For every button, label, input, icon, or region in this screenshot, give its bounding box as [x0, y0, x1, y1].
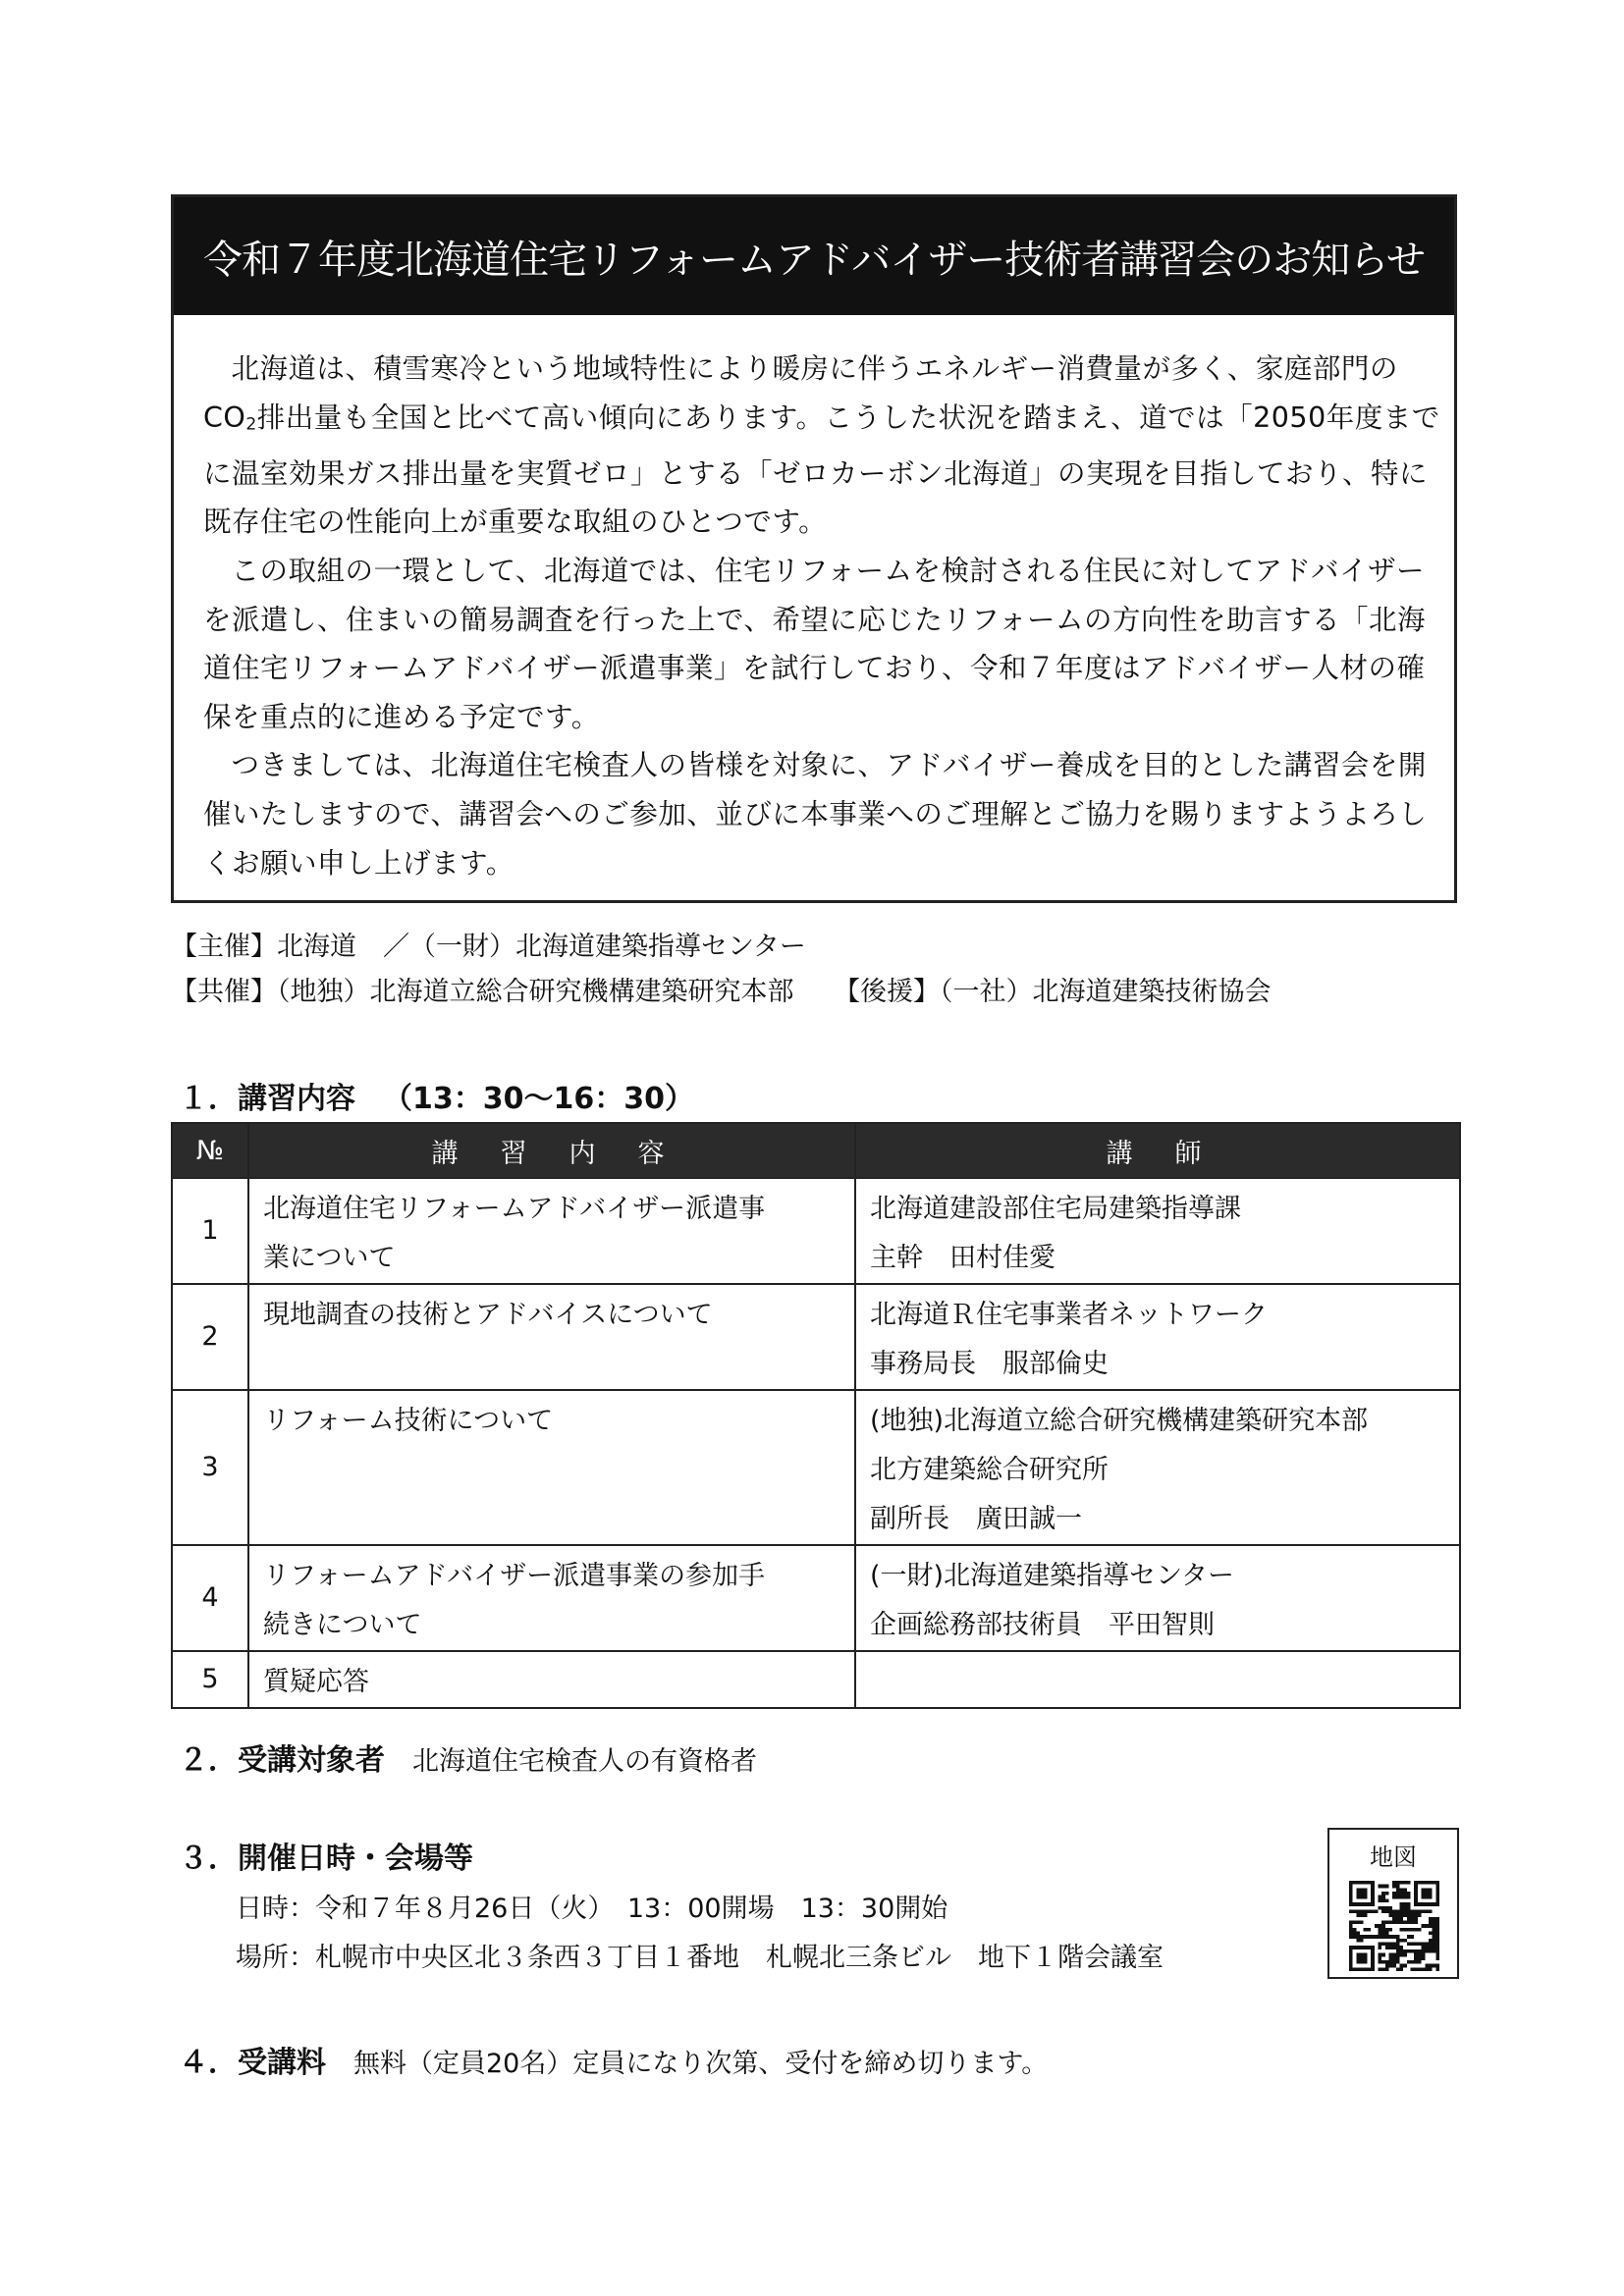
row-content: リフォームアドバイザー派遣事業の参加手 続きについて — [248, 1545, 855, 1651]
row-lecturer: (一財)北海道建築指導センター 企画総務部技術員 平田智則 — [855, 1545, 1460, 1651]
header-no: № — [172, 1123, 248, 1178]
section-2-heading: ２．受講対象者 北海道住宅検査人の有資格者 — [179, 1743, 757, 1778]
course-table — [171, 1122, 1461, 1709]
organizer-host: 【主催】北海道 ／（一財）北海道建築指導センター — [171, 932, 806, 962]
intro-paragraph-3: つきましては、北海道住宅検査人の皆様を対象に、アドバイザー養成を目的とした講習会を開催いたしますので、講習会へのご参加、並びに本事業へのご理解とご協力を賜りますようよろしくお願い申し上げます。 — [203, 749, 1428, 880]
page-title: 令和７年度北海道住宅リフォームアドバイザー技術者講習会のお知らせ — [174, 197, 1454, 315]
row-no: 2 — [172, 1284, 248, 1390]
table-header-row — [172, 1123, 1460, 1178]
map-label: 地図 — [1370, 1843, 1417, 1871]
section-4-heading: ４．受講料 無料（定員20名）定員になり次第、受付を締め切ります。 — [179, 2046, 1049, 2080]
row-content: 質疑応答 — [248, 1651, 855, 1708]
map-qr-box[interactable] — [1327, 1828, 1459, 1979]
table-row — [172, 1545, 1460, 1651]
row-no: 3 — [172, 1390, 248, 1545]
row-lecturer — [855, 1651, 1460, 1708]
intro-text — [203, 345, 1440, 887]
table-row — [172, 1178, 1460, 1284]
row-lecturer: 北海道Ｒ住宅事業者ネットワーク 事務局長 服部倫史 — [855, 1284, 1460, 1390]
header-lecturer: 講 師 — [855, 1123, 1460, 1178]
row-no: 4 — [172, 1545, 248, 1651]
intro-paragraph-2: この取組の一環として、北海道では、住宅リフォームを検討される住民に対してアドバイザーを派遣し、住まいの簡易調査を行った上で、希望に応じたリフォームの方向性を助言する「北海道住宅リフォームアドバイザー派遣事業」を試行しており、令和７年度はアドバイザー人材の確保を重点的に進める予定です。 — [203, 554, 1427, 733]
event-date: 日時：令和７年８月26日（火） 13：00開場 13：30開始 — [236, 1894, 948, 1924]
row-content: 北海道住宅リフォームアドバイザー派遣事 業について — [248, 1178, 855, 1284]
row-no: 5 — [172, 1651, 248, 1708]
header-content: 講 習 内 容 — [248, 1123, 855, 1178]
event-venue: 場所：札幌市中央区北３条西３丁目１番地 札幌北三条ビル 地下１階会議室 — [236, 1943, 1164, 1973]
table-row — [172, 1390, 1460, 1545]
row-content: 現地調査の技術とアドバイスについて — [248, 1284, 855, 1390]
intro-paragraph-1: 北海道は、積雪寒冷という地域特性により暖房に伴うエネルギー消費量が多く、家庭部門のCO2排出量も全国と比べて高い傾向にあります。こうした状況を踏まえ、道では「2050年度までに温室効果ガス排出量を実質ゼロ」とする「ゼロカーボン北海道」の実現を目指しており、特に既存住宅の性能向上が重要な取組のひとつです。 — [203, 352, 1440, 539]
row-content: リフォーム技術について — [248, 1390, 855, 1545]
organizer-co-host: 【共催】（地独）北海道立総合研究機構建築研究本部 【後援】（一社）北海道建築技術協会 — [171, 977, 1272, 1007]
row-lecturer: (地独)北海道立総合研究機構建築研究本部 北方建築総合研究所 副所長 廣田誠一 — [855, 1390, 1460, 1545]
table-row — [172, 1651, 1460, 1708]
row-lecturer: 北海道建設部住宅局建築指導課 主幹 田村佳愛 — [855, 1178, 1460, 1284]
row-no: 1 — [172, 1178, 248, 1284]
section-1-heading: １．講習内容 （13：30～16：30） — [179, 1082, 694, 1116]
table-row — [172, 1284, 1460, 1390]
notice-box — [171, 194, 1457, 903]
section-3-heading: ３．開催日時・会場等 — [179, 1842, 473, 1876]
qr-code-icon[interactable] — [1349, 1881, 1439, 1971]
